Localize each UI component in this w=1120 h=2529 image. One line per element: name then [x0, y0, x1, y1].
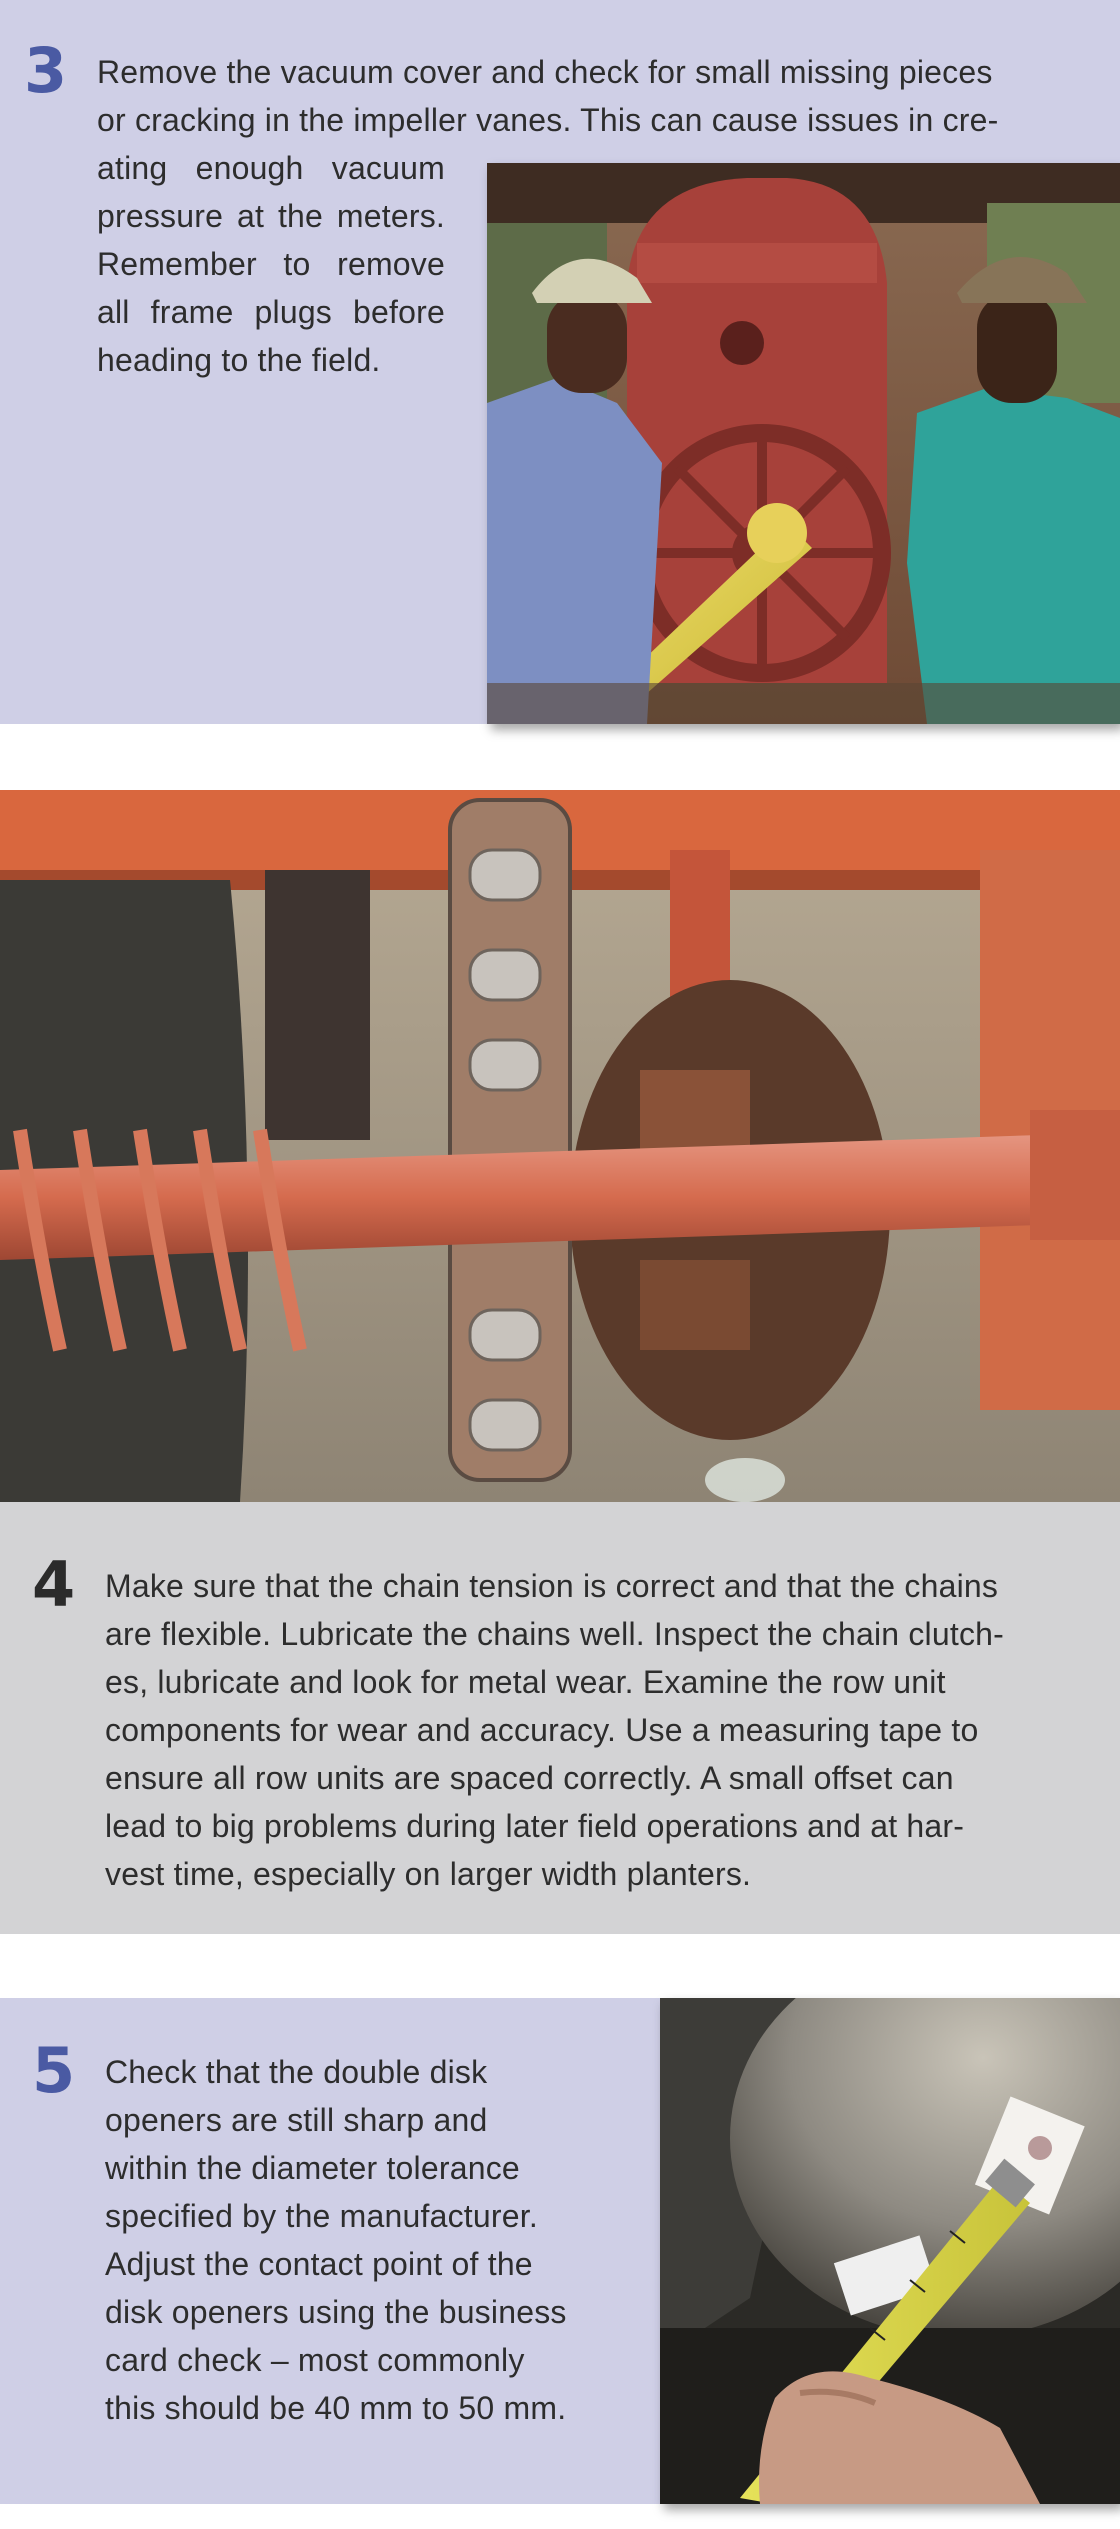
step-3-number: 3 [24, 34, 68, 107]
step-3-panel [0, 0, 1120, 724]
step-5-panel [0, 1998, 1120, 2504]
step-4-line-2: are flexible. Lubricate the chains well. Inspect the chain clutch- [105, 1616, 1005, 1652]
step-4-line-1: Make sure that the chain tension is correct and that the chains [105, 1568, 999, 1604]
step-5-line-6: disk openers using the business [105, 2294, 567, 2330]
two-men-with-seeder-photo [487, 163, 1120, 724]
chain-drive-closeup-photo [0, 790, 1120, 1502]
step-5-line-2: openers are still sharp and [105, 2102, 488, 2138]
step-3-text-narrow: ating enough vacuum pressure at the meters. Remember to remove all frame plugs before heading to the field. [97, 150, 445, 378]
step-4-line-4: components for wear and accuracy. Use a measuring tape to [105, 1712, 979, 1748]
step-5-line-5: Adjust the contact point of the [105, 2246, 533, 2282]
step-4-panel [0, 1502, 1120, 1934]
step-4-number: 4 [32, 1548, 76, 1621]
step-5-line-7: card check – most commonly [105, 2342, 525, 2378]
step-3-text-line-2: or cracking in the impeller vanes. This can cause issues in cre- [97, 102, 999, 138]
step-5-line-1: Check that the double disk [105, 2054, 488, 2090]
step-5-line-4: specified by the manufacturer. [105, 2198, 538, 2234]
step-3-text-line-1: Remove the vacuum cover and check for small missing pieces [97, 54, 993, 90]
step-4-line-3: es, lubricate and look for metal wear. Examine the row unit [105, 1664, 946, 1700]
tape-measure-disk-photo [660, 1998, 1120, 2504]
step-5-number: 5 [32, 2034, 76, 2107]
step-4-line-5: ensure all row units are spaced correctly. A small offset can [105, 1760, 954, 1796]
step-5-line-8: this should be 40 mm to 50 mm. [105, 2390, 567, 2426]
step-4-line-6: lead to big problems during later field operations and at har- [105, 1808, 965, 1844]
step-5-line-3: within the diameter tolerance [105, 2150, 520, 2186]
step-4-line-7: vest time, especially on larger width planters. [105, 1856, 752, 1892]
